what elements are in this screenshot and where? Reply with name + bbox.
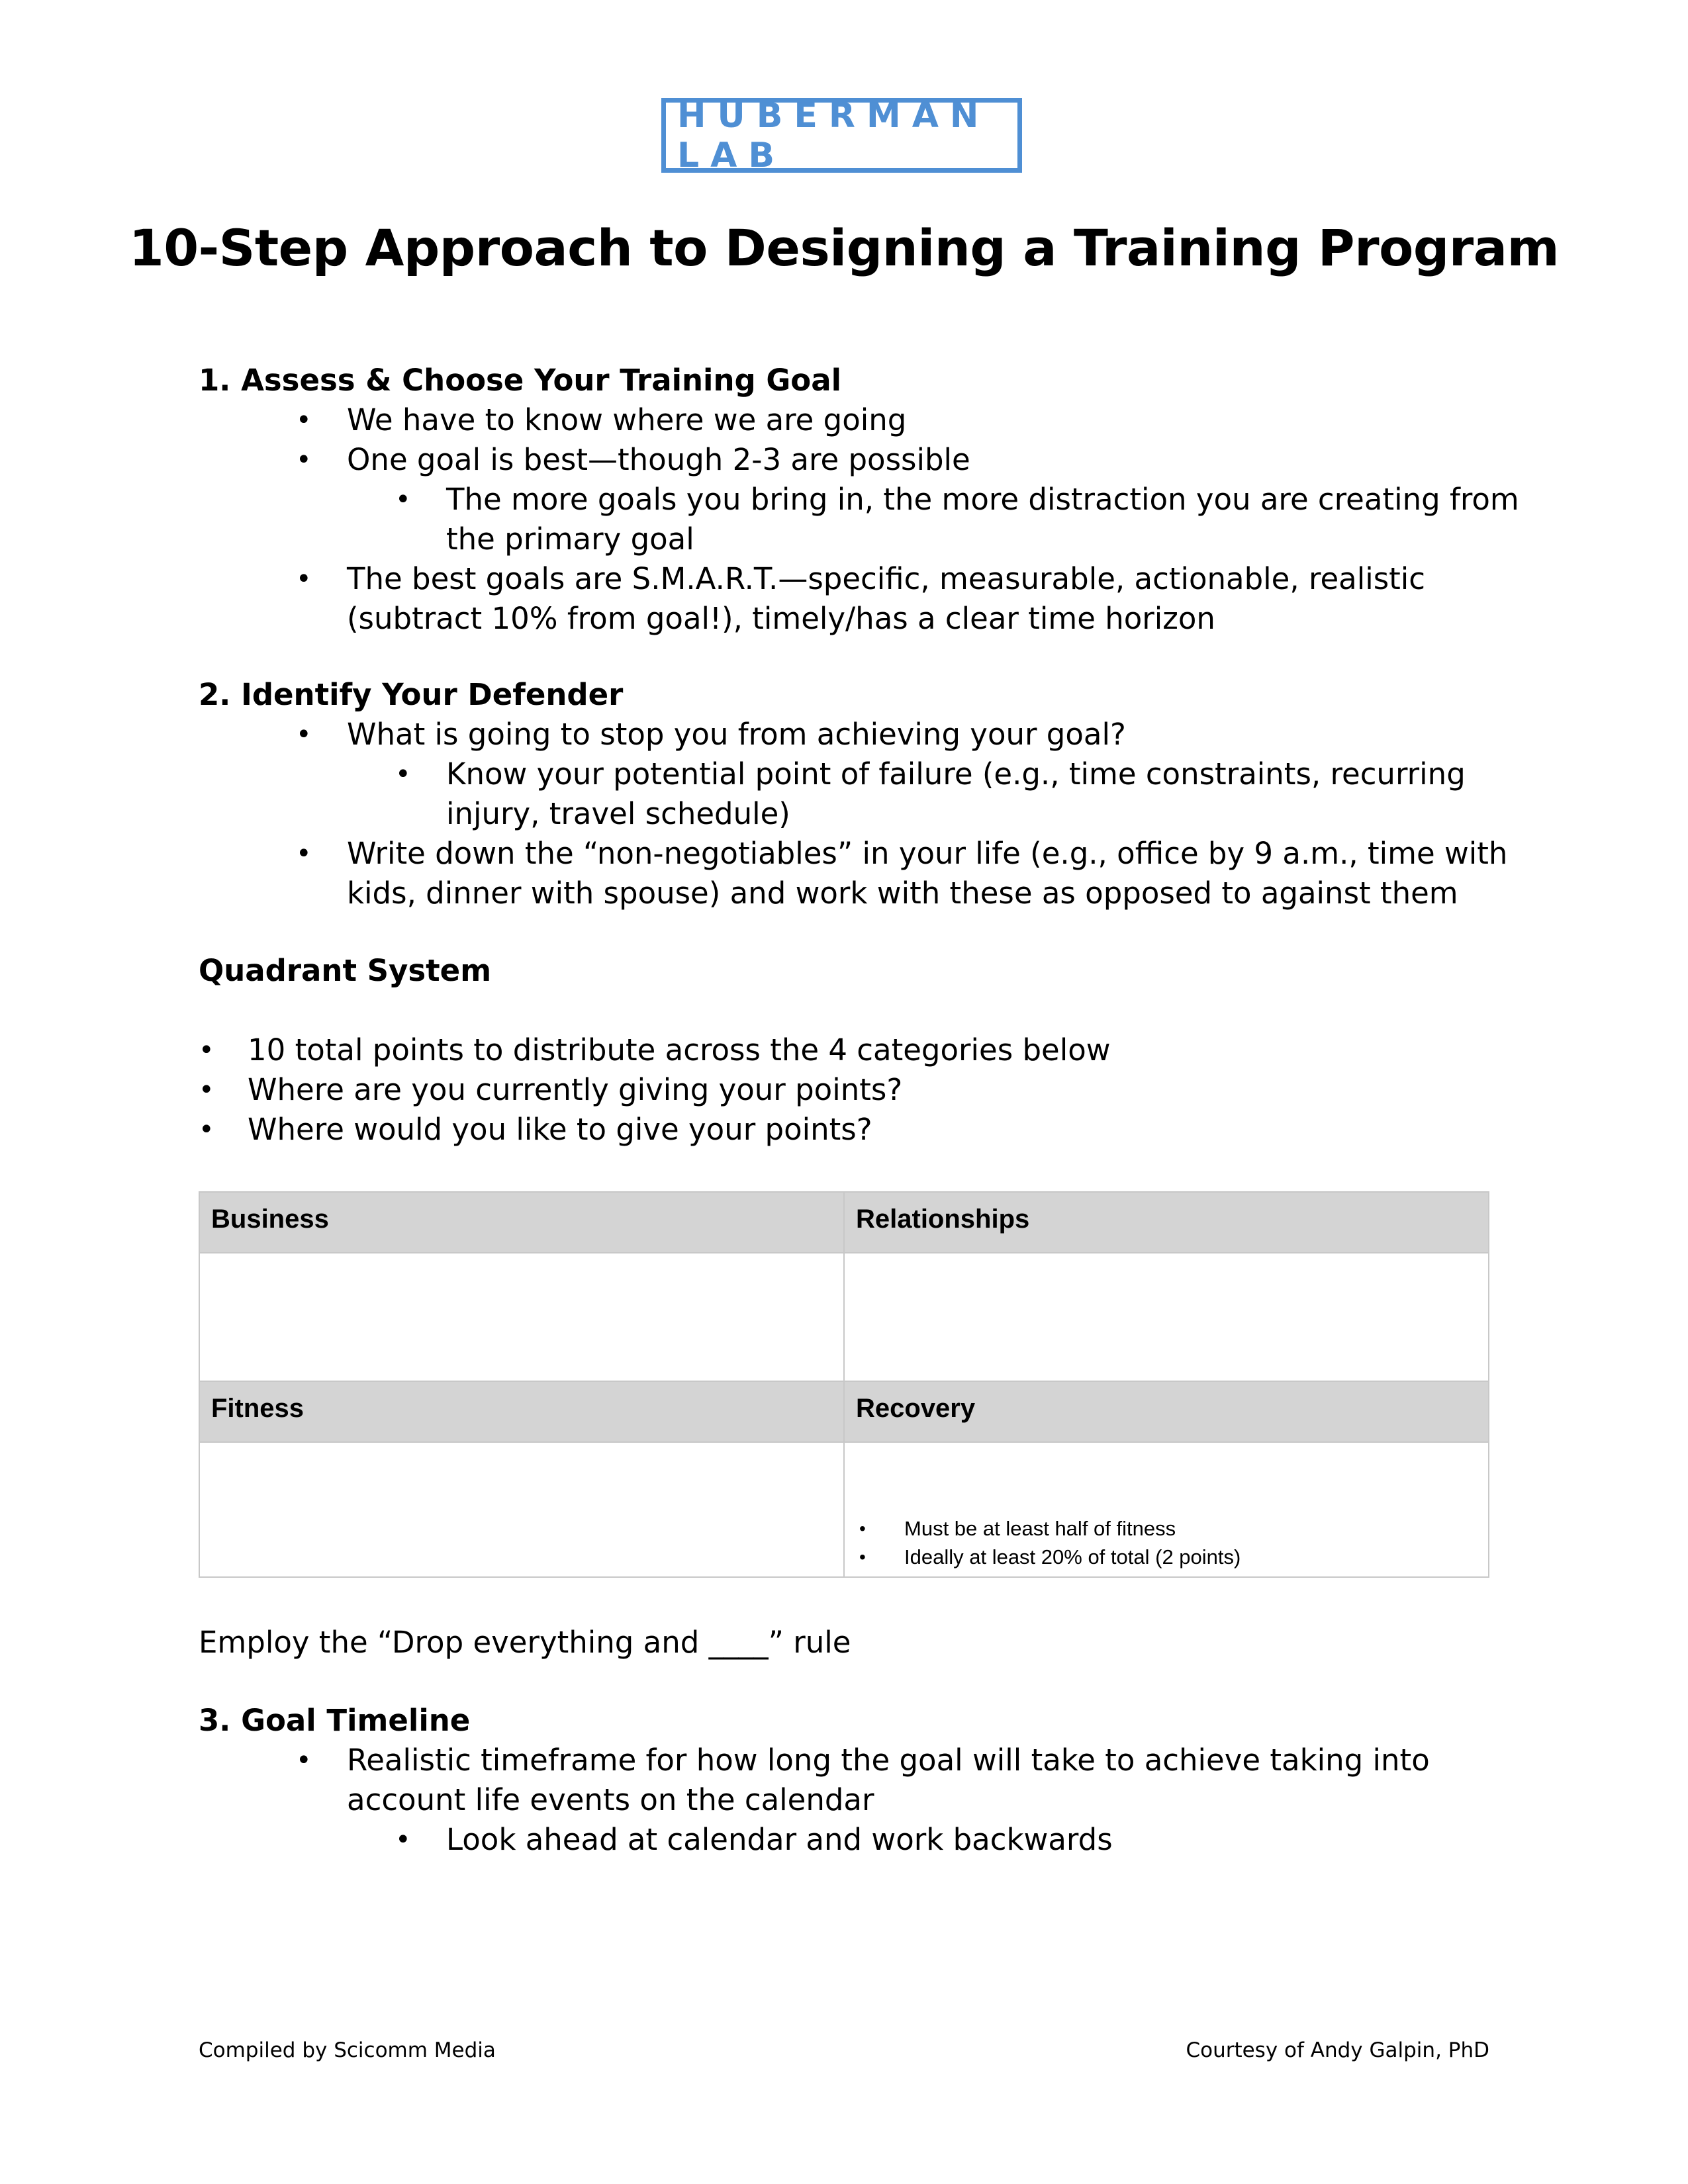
step-1-heading: 1. Assess & Choose Your Training Goal bbox=[199, 363, 842, 398]
quadrant-bullet-1: 10 total points to distribute across the 4 categories below bbox=[248, 1032, 1111, 1068]
bullet-icon: • bbox=[296, 405, 312, 435]
bullet-icon: • bbox=[296, 445, 312, 475]
quadrant-bullet-3: Where would you like to give your points? bbox=[248, 1112, 872, 1147]
step-2-bullet-2-line-2: kids, dinner with spouse) and work with these as opposed to against them bbox=[347, 876, 1458, 911]
recovery-note-2: Ideally at least 20% of total (2 points) bbox=[904, 1545, 1241, 1569]
recovery-note-1: Must be at least half of fitness bbox=[904, 1516, 1176, 1540]
bullet-icon: • bbox=[199, 1075, 214, 1105]
footer-compiled-by: Compiled by Scicomm Media bbox=[199, 2038, 496, 2062]
step-1-sub-bullet-line-1: The more goals you bring in, the more distraction you are creating from bbox=[446, 482, 1519, 517]
quadrant-cell-business bbox=[199, 1253, 844, 1381]
step-1-bullet-3-line-2: (subtract 10% from goal!), timely/has a clear time horizon bbox=[347, 601, 1215, 636]
step-2-bullet-1: What is going to stop you from achieving your goal? bbox=[347, 717, 1126, 752]
step-3-sub-bullet: Look ahead at calendar and work backwards bbox=[446, 1822, 1113, 1857]
bullet-icon: • bbox=[199, 1035, 214, 1066]
bullet-icon: • bbox=[395, 1825, 411, 1855]
bullet-icon: • bbox=[859, 1546, 866, 1567]
footer-courtesy: Courtesy of Andy Galpin, PhD bbox=[1186, 2038, 1489, 2062]
step-1-bullet-1: We have to know where we are going bbox=[347, 402, 907, 437]
step-3-bullet-1-line-2: account life events on the calendar bbox=[347, 1782, 874, 1817]
drop-everything-rule: Employ the “Drop everything and ____” rule bbox=[199, 1625, 851, 1660]
bullet-icon: • bbox=[199, 1115, 214, 1145]
bullet-icon: • bbox=[296, 1745, 312, 1776]
step-3-bullet-1-line-1: Realistic timeframe for how long the goal will take to achieve taking into bbox=[347, 1743, 1430, 1778]
step-2-sub-bullet-line-2: injury, travel schedule) bbox=[446, 796, 790, 831]
step-1-bullet-2: One goal is best—though 2-3 are possible bbox=[347, 442, 970, 477]
step-1-sub-bullet-line-2: the primary goal bbox=[446, 522, 694, 557]
quadrant-cell-relationships bbox=[844, 1253, 1489, 1381]
step-2-heading: 2. Identify Your Defender bbox=[199, 677, 624, 712]
bullet-icon: • bbox=[859, 1518, 866, 1539]
quadrant-header-relationships: Relationships bbox=[844, 1192, 1489, 1253]
step-2-bullet-2-line-1: Write down the “non-negotiables” in your life (e.g., office by 9 a.m., time with bbox=[347, 836, 1508, 871]
quadrant-bullet-2: Where are you currently giving your points? bbox=[248, 1072, 903, 1107]
list-item bbox=[845, 1514, 1241, 1543]
bullet-icon: • bbox=[395, 759, 411, 790]
bullet-icon: • bbox=[296, 719, 312, 750]
step-2-sub-bullet-line-1: Know your potential point of failure (e.g., time constraints, recurring bbox=[446, 756, 1466, 792]
step-3-heading: 3. Goal Timeline bbox=[199, 1703, 471, 1738]
quadrant-header-business: Business bbox=[199, 1192, 844, 1253]
quadrant-cell-recovery bbox=[844, 1442, 1489, 1577]
bullet-icon: • bbox=[395, 484, 411, 515]
list-item bbox=[845, 1543, 1241, 1571]
page-title: 10-Step Approach to Designing a Training Program bbox=[128, 218, 1560, 277]
quadrant-header-fitness: Fitness bbox=[199, 1381, 844, 1442]
quadrant-table bbox=[199, 1191, 1489, 1578]
bullet-icon: • bbox=[296, 839, 312, 869]
bullet-icon: • bbox=[296, 564, 312, 594]
quadrant-cell-fitness bbox=[199, 1442, 844, 1577]
quadrant-heading: Quadrant System bbox=[199, 953, 492, 988]
recovery-notes-list bbox=[845, 1514, 1241, 1571]
quadrant-header-recovery: Recovery bbox=[844, 1381, 1489, 1442]
huberman-lab-logo: HUBERMAN LAB bbox=[661, 98, 1022, 173]
step-1-bullet-3-line-1: The best goals are S.M.A.R.T.—specific, measurable, actionable, realistic bbox=[347, 561, 1426, 596]
